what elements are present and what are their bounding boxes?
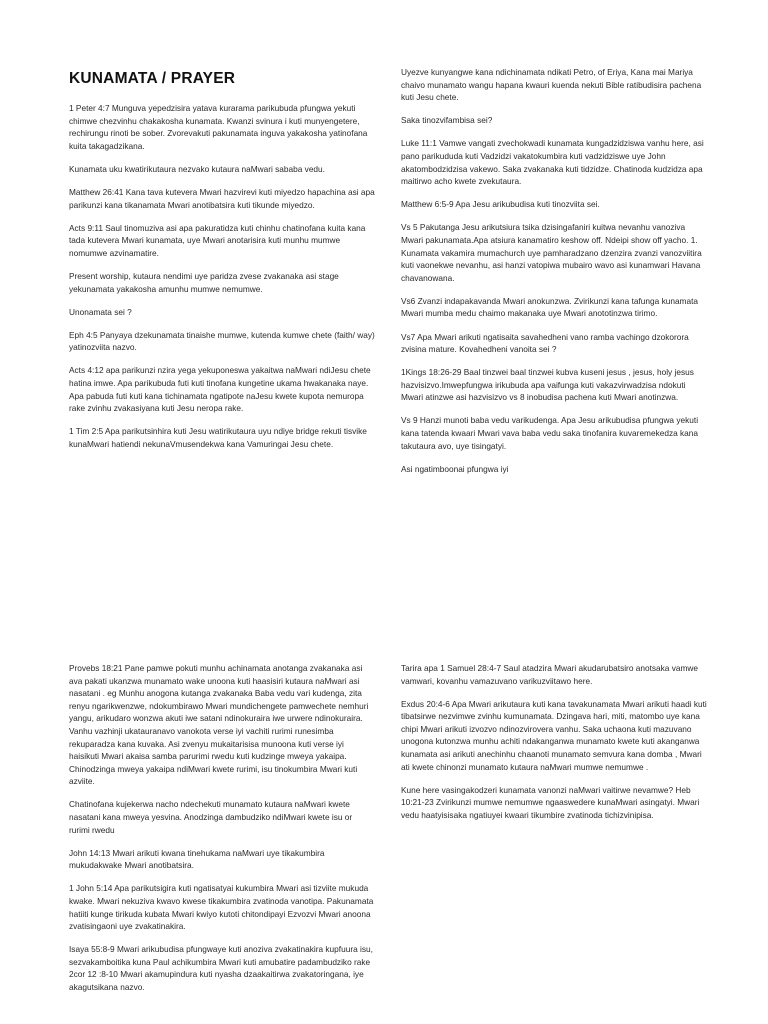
paragraph: Vs 5 Pakutanga Jesu arikutsiura tsika dzisingafaniri kuitwa nevanhu vanoziva Mwari pakunamata.Apa atsiura kanamatiro keshow off. Ndeipi show off yacho. 1. Kunamata vakamira mumachurch uye pamharadzano dzenzira zvanzi vanozviitira kuti vaonekwe nevanhu, asi hanzi vatopiwa mubairo wavo asi kunamwari Havana chavanowana. [401,222,702,283]
page-1-right-column [401,66,707,486]
paragraph: Luke 11:1 Vamwe vangati zvechokwadi kunamata kungadzidziswa vanhu here, asi pano parikududa kuti Vadzidzi vakatokumbira kuti vadzidziswe uye John akatombodzidzisa vakewo. Saka zvakanaka kuti tidzidze. Chatinoda kudzidza apa maitirwo acho kwete zvekutaura. [401,138,704,187]
page-1-left-column [69,60,375,461]
document-page-2 [0,648,768,1024]
paragraph: 1 John 5:14 Apa parikutsigira kuti ngatisatyai kukumbira Mwari asi tizviite mukuda kwake. Mwari nekuziva kwavo kwese tikakumbira zvatinoda vanotipa. Pakunamata hatiiti kunge tirikuda kubata Mwari kwiyo kutoti chitondipayi Ezvozvi Mwari anoona zvatisingaoni uye zvakatinakira. [69,883,374,932]
page-separator [0,622,768,648]
document-title: KUNAMATA / PRAYER [69,70,236,87]
page-2-left-column [69,662,375,1004]
paragraph: Saka tinozvifambisa sei? [401,115,493,126]
paragraph: Vs6 Zvanzi indapakavanda Mwari anokunzwa. Zvirikunzi kana tafunga kunamata Mwari mumba medu chaimo makanaka uye Mwari anototinzwa tirimo. [401,295,699,319]
paragraph: Matthew 6:5-9 Apa Jesu arikubudisa kuti tinozviita sei. [401,199,600,210]
paragraph: Kune here vasingakodzeri kunamata vanonzi naMwari vaitirwe nevamwe? Heb 10:21-23 Zvirikunzi mumwe nemumwe ngaaswedere kunaMwari asingatyi. Mwari vedu haatyisisaka ngatiuyei kwaari tikumbire zvatinoda tichizvinipisa. [401,784,700,820]
paragraph: Vs7 Apa Mwari arikuti ngatisaita savahedheni vano ramba vachingo dzokorora zvisina mature. Kovahedheni vanoita sei ? [401,331,689,355]
paragraph: Acts 4:12 apa parikunzi nzira yega yekuponeswa yakaitwa naMwari ndiJesu chete hatina imwe. Apa parikubuda futi kuti tinofana kungetine ukama hwakanaka naye. Apa pabuda futi kuti kana tichinamata ngatipote naJesu kwete kupota nemuropa rake zvinhu zvakasiyana kuti Jesu neropa rake. [69,365,371,414]
paragraph: John 14:13 Mwari arikuti kwana tinehukama naMwari uye tikakumbira mukudakwake Mwari anotibatsira. [69,847,325,871]
paragraph: Exdus 20:4-6 Apa Mwari arikutaura kuti kana tavakunamata Mwari arikuti haadi kuti tibatsirwe nezvimwe zvinhu kumunamata. Dzingava hari, miti, matombo uye kana chipi Mwari arikuti izvozvo ndinozvirovera vanhu. Saka uchaona kuti mazuvano unogona kutonzwa munhu achiti ndakanganwa munamato kwete kuti akanganwa kunamata asi arikuti anechinhu chaanoti munamato semvura kana domba , Mwari ati kwete chinonzi munamato kutaura naMwari mumwe nemumwe . [401,698,707,772]
paragraph: Vs 9 Hanzi munoti baba vedu varikudenga. Apa Jesu arikubudisa pfungwa yekuti kana tatenda kwaari Mwari vava baba vedu saka tinofanira kuvaremekedza kana takutaura avo, uye tisingatyi. [401,415,699,451]
paragraph: 1 Tim 2:5 Apa parikutsinhira kuti Jesu watirikutaura uyu ndiye bridge rekuti tisvike kunaMwari hatiendi nekunaVmusendekwa kana Vamuringai Jesu chete. [69,426,367,449]
paragraph: Present worship, kutaura nendimi uye paridza zvese zvakanaka asi stage yekunamata yakakosha amunhu mumwe nemumwe. [69,270,339,294]
paragraph: Tarira apa 1 Samuel 28:4-7 Saul atadzira Mwari akudarubatsiro anotsaka vamwe vamwari, kovanhu vamazuvano varikuzviitawo here. [401,663,698,686]
paragraph: Eph 4:5 Panyaya dzekunamata tinaishe mumwe, kutenda kumwe chete (faith/ way) yatinozviita nazvo. [69,329,375,353]
paragraph: Provebs 18:21 Pane pamwe pokuti munhu achinamata anotanga zvakanaka asi ava pakati ukanzwa munamato wake unoona kuti haasisiri kutaura naMwari asi nasatani . eg Munhu anogona kutanga zvakanaka Baba vedu vari kudenga, zita renyu ngarikwenzwe, ndokumbirawo Mwari mundichengete pamwechete nemhuri yangu, arikudaro wonzwa akuti iwe satani ndinokuraira iwe urwere ndinokuraira. Vanhu vazhinji ukatauranavo vanokota verse iyi vachiti rurimi runesimba rekuparadza kana kuvaka. Asi zvenyu mukaitarisisa munoona kuti verse iyi haisikuti Mwari akaisa samba parurimi rwedu kuti kudzinge mweya yakaipa. Chinodzinga mweya yakaipa ndiMwari kwete rurimi, isu tinokumbira Mwari kuti azviite. [69,663,369,787]
paragraph: Asi ngatimboonai pfungwa iyi [401,463,509,474]
paragraph: Isaya 55:8-9 Mwari arikubudisa pfungwaye kuti anoziva zvakatinakira kupfuura isu, sezvakamboitika kuna Paul achikumbira Mwari kuti amubatire padambudziko rake 2cor 12 :8-10 Mwari akamupindura kuti nyasha dzaakaitirwa zvakatoringana, iye akagutsikana nazvo. [69,944,373,993]
paragraph: 1 Peter 4:7 Munguva yepedzisira yatava kurarama parikubuda pfungwa yekuti chimwe chezvinhu chakakosha kunamata. Kwanzi svinura i kuti munyengetere, rechirungu rinoti be sober. Zvorevakuti pakunamata inguva yakakosha yatinofana kuita takagadzikana. [69,103,368,151]
paragraph: Unonamata sei ? [69,306,132,317]
paragraph: Chatinofana kujekerwa nacho ndechekuti munamato kutaura naMwari kwete nasatani kana mweya yesvina. Anodzinga dambudziko ndiMwari kwete isu or rurimi rwedu [69,799,353,835]
paragraph: Kunamata uku kwatirikutaura nezvako kutaura naMwari sababa vedu. [69,163,325,174]
page-2-right-column [401,662,707,832]
paragraph: 1Kings 18:26-29 Baal tinzwei baal tinzwei kubva kuseni jesus , jesus, holy jesus hazvisizvo.Imwepfungwa irikubuda apa vaifunga kuti vakazvirwadzisa ndokuti Mwari atinzwe asi hazvisizvo vs 8 inobudisa pachena kuti Mwari anotinzwa. [401,367,694,403]
paragraph: Acts 9:11 Saul tinomuziva asi apa pakuratidza kuti chinhu chatinofana kuita kana tada kutevera Mwari kunamata, uye Mwari anotarisira kuti munhu mumwe nomumwe azvinamatire. [69,222,366,258]
paragraph: Matthew 26:41 Kana tava kutevera Mwari hazvirevi kuti miyedzo hapachina asi apa parikunzi kana tikanamata Mwari anotibatsira kuti tikunde miyedzo. [69,186,375,210]
paragraph: Uyezve kunyangwe kana ndichinamata ndikati Petro, of Eriya, Kana mai Mariya chaivo munamato wangu hapana kwauri kuenda nekuti Bible ratibudisira pachena kuti Jesu chete. [401,67,702,103]
